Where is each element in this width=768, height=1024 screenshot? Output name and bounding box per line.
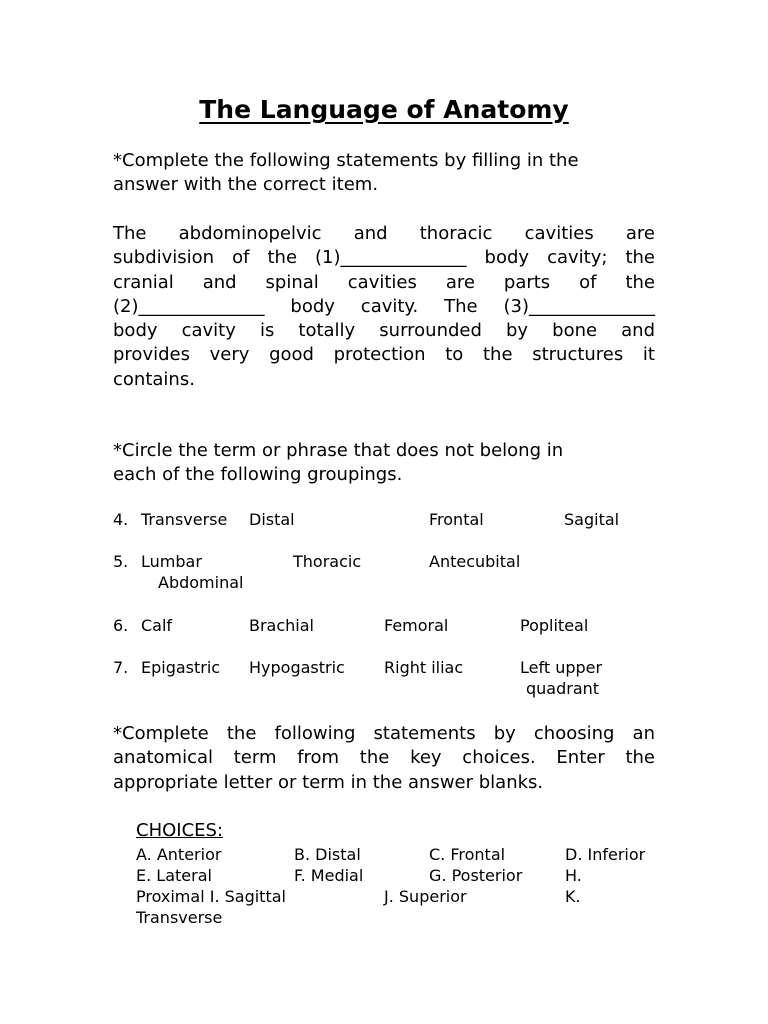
grouping-term: Thoracic bbox=[293, 552, 362, 571]
grouping-term: Popliteal bbox=[520, 616, 589, 635]
grouping-term: Abdominal bbox=[158, 573, 244, 592]
choice-item: K. bbox=[565, 887, 581, 906]
cavity-passage bbox=[113, 222, 655, 392]
passage-line: cranial and spinal cavities are parts of the bbox=[113, 271, 655, 293]
grouping-term: Transverse bbox=[141, 510, 228, 529]
grouping-term: Right iliac bbox=[384, 658, 464, 677]
grouping-term: Frontal bbox=[429, 510, 484, 529]
instruction-line: *Complete the following statements by filling in the bbox=[113, 150, 579, 171]
passage-line: provides very good protection to the structures it bbox=[113, 344, 655, 366]
choice-item: Proximal I. Sagittal bbox=[136, 887, 286, 906]
choice-item: E. Lateral bbox=[136, 866, 212, 885]
choices-heading: CHOICES: bbox=[136, 820, 224, 841]
key-choice-instruction bbox=[113, 722, 655, 795]
choice-item: Transverse bbox=[136, 908, 223, 927]
grouping-term: Antecubital bbox=[429, 552, 521, 571]
circle-instruction bbox=[113, 439, 655, 488]
grouping-term: Lumbar bbox=[141, 552, 202, 571]
grouping-term: Calf bbox=[141, 616, 173, 635]
grouping-term: Distal bbox=[249, 510, 295, 529]
grouping-term: quadrant bbox=[526, 679, 600, 698]
choice-item: B. Distal bbox=[294, 845, 361, 864]
page-title: The Language of Anatomy bbox=[199, 95, 569, 124]
fill-in-instruction bbox=[113, 149, 655, 198]
choice-item: J. Superior bbox=[384, 887, 467, 906]
passage-line: (2)______________ body cavity. The (3)______________ bbox=[113, 295, 655, 317]
grouping-number: 4. bbox=[113, 510, 129, 529]
choice-item: C. Frontal bbox=[429, 845, 506, 864]
choice-item: H. bbox=[565, 866, 582, 885]
grouping-term: Hypogastric bbox=[249, 658, 345, 677]
grouping-term: Femoral bbox=[384, 616, 449, 635]
instruction-line: *Complete the following statements by choosing an bbox=[113, 723, 655, 744]
passage-line: body cavity is totally surrounded by bone and bbox=[113, 320, 655, 342]
instruction-line: each of the following groupings. bbox=[113, 464, 403, 486]
choice-item: A. Anterior bbox=[136, 845, 222, 864]
grouping-term: Epigastric bbox=[141, 658, 221, 677]
choice-item: D. Inferior bbox=[565, 845, 646, 864]
choice-item: G. Posterior bbox=[429, 866, 523, 885]
passage-line: contains. bbox=[113, 368, 195, 390]
instruction-line: *Circle the term or phrase that does not belong in bbox=[113, 440, 564, 461]
choice-item: F. Medial bbox=[294, 866, 364, 885]
grouping-number: 7. bbox=[113, 658, 129, 677]
passage-line: subdivision of the (1)______________ body cavity; the bbox=[113, 247, 655, 269]
grouping-term: Brachial bbox=[249, 616, 314, 635]
instruction-line: anatomical term from the key choices. Enter the bbox=[113, 747, 655, 769]
passage-line: The abdominopelvic and thoracic cavities are bbox=[113, 223, 655, 244]
instruction-line: appropriate letter or term in the answer blanks. bbox=[113, 771, 544, 793]
grouping-term: Sagital bbox=[564, 510, 620, 529]
grouping-number: 6. bbox=[113, 616, 129, 635]
grouping-term: Left upper bbox=[520, 658, 603, 677]
instruction-line: answer with the correct item. bbox=[113, 174, 379, 196]
grouping-number: 5. bbox=[113, 552, 129, 571]
